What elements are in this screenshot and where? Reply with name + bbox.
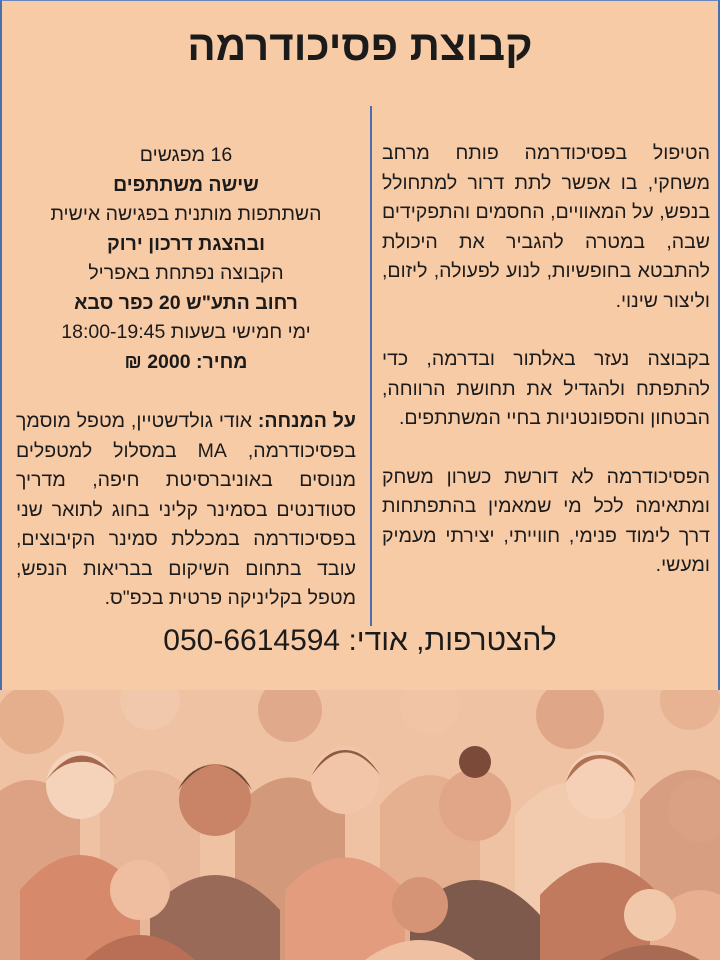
intro-paragraph: הפסיכודרמה לא דורשת כשרון משחק ומתאימה לכל מי שמאמין בהתפתחות דרך לימוד פנימי, חווייתי, יצירתי מעמיק ומעשי.: [382, 465, 710, 576]
price-value: 2000 ₪: [124, 350, 191, 373]
price-label: מחיר:: [196, 350, 248, 373]
facilitator-bio: [16, 407, 356, 614]
facilitator-label: על המנחה:: [257, 410, 356, 432]
facilitator-text: אודי גולדשטיין, מטפל מוסמך בפסיכודרמה, MA במסלול למטפלים מנוסים באוניברסיטת חיפה, מדריך סטודנטים בסמינר קליני בחוג לתואר שני בפסיכודרמה במכללת סמינר הקיבוצים, עובד בתחום השיקום בבריאות הנפש, מטפל בקליניקה פרטית בכפ"ס.: [16, 410, 356, 609]
intro-column: [382, 139, 710, 610]
meetings-count: 16 מפגשים: [139, 144, 233, 166]
crowd-illustration: [0, 690, 720, 960]
column-divider: [370, 106, 372, 626]
participation-condition: השתתפות מותנית בפגישה אישית: [50, 203, 322, 225]
schedule: ימי חמישי בשעות 18:00-19:45: [61, 321, 311, 343]
page-title: קבוצת פסיכודרמה: [187, 22, 533, 69]
details-column: [16, 141, 356, 614]
people-illustration: [0, 690, 720, 960]
contact-line: להצטרפות, אודי: 050-6614594: [163, 624, 557, 657]
opening-month: הקבוצה נפתחת באפריל: [88, 262, 284, 284]
address: רחוב התע"ש 20 כפר סבא: [74, 291, 298, 314]
participants-count: שישה משתתפים: [113, 173, 259, 196]
intro-paragraph: בקבוצה נעזר באלתור ובדרמה, כדי להתפתח ולהגדיל את תחושת הרווחה, הבטחון והספונטניות בחיי המשתתפים.: [382, 348, 710, 429]
intro-paragraph: הטיפול בפסיכודרמה פותח מרחב משחקי, בו אפשר לתת דרור למתחולל בנפש, על המאוויים, החסמים והתפקידים שבה, במטרה להגביר את היכולת להתבטא בחופשיות, לנוע לפעולה, ליזום, וליצור שינוי.: [382, 142, 710, 312]
price: [16, 348, 356, 378]
group-details: [16, 141, 356, 377]
green-pass-condition: ובהצגת דרכון ירוק: [107, 232, 265, 255]
